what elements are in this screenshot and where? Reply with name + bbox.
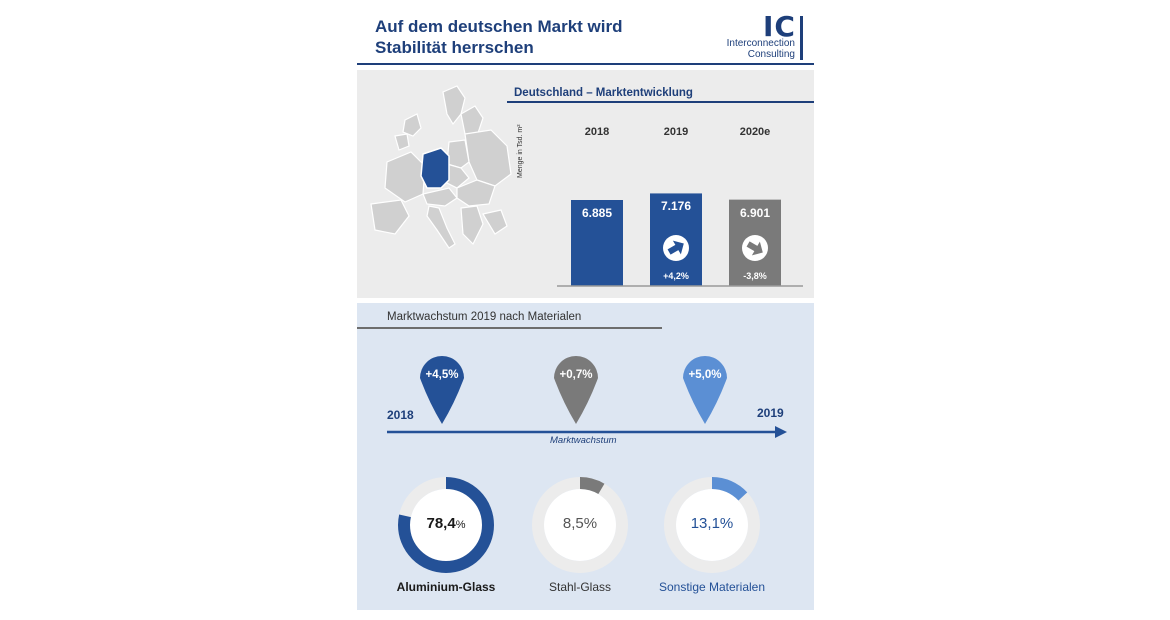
bar-value-label: 7.176 xyxy=(660,199,692,214)
bar-value-label: 6.901 xyxy=(739,205,771,220)
growth-pin-label: +4,5% xyxy=(425,369,459,381)
donut-value-label: 78,4% xyxy=(426,515,466,532)
donut-value-label: 8,5% xyxy=(562,515,598,532)
donut-value-unit: % xyxy=(455,519,466,531)
donut-category-label: Stahl-Glass xyxy=(548,580,612,594)
bar-category-label: 2018 xyxy=(584,126,610,138)
bar-value-label: 6.885 xyxy=(581,206,613,220)
page-title: Auf dem deutschen Markt wird Stabilität herrschen xyxy=(375,17,623,57)
logo-text-line1: Interconnection xyxy=(726,38,795,49)
share-donuts xyxy=(357,300,814,620)
donut-category-label: Sonstige Materialen xyxy=(658,580,766,594)
donut-category-label: Aluminium-Glass xyxy=(396,580,496,594)
logo-mark: IC xyxy=(763,10,796,43)
growth-pin-label: +5,0% xyxy=(688,369,722,381)
timeline-end-label: 2019 xyxy=(757,406,784,420)
bar-change-label: -3,8% xyxy=(743,271,767,281)
bar-chart-ylabel: Menge in Tsd. m² xyxy=(517,124,524,178)
infographic-card xyxy=(357,0,814,620)
growth-pin-label: +0,7% xyxy=(559,369,593,381)
bar-change-label: +4,2% xyxy=(663,271,689,281)
timeline-axis-caption: Marktwachstum xyxy=(550,435,617,446)
timeline-start-label: 2018 xyxy=(387,408,414,422)
bar-chart-title: Deutschland – Marktentwicklung xyxy=(514,87,693,99)
bar-category-label: 2019 xyxy=(663,126,689,138)
logo-text-line2: Consulting xyxy=(747,49,795,60)
growth-section-title: Marktwachstum 2019 nach Materialen xyxy=(387,311,582,323)
donut-value-label: 13,1% xyxy=(690,515,734,532)
bar-chart xyxy=(357,0,814,300)
bar-category-label: 2020e xyxy=(739,126,771,138)
